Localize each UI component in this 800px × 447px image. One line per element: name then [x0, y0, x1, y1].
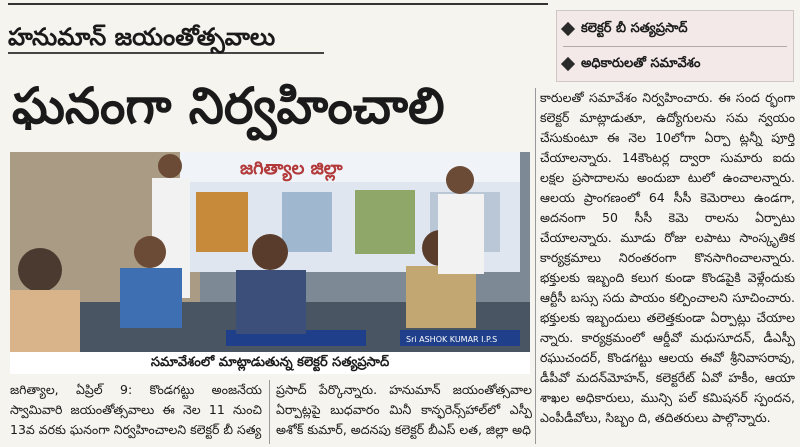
- article-headline: ఘనంగా నిర్వహించాలి: [12, 77, 445, 135]
- article-body-column: ప్రసాద్ పేర్కొన్నారు. హనుమాన్ జయంతోత్సవాల ఏర్పాట్లపై బుధవారం మినీ కాన్ఫరెన్స్‌హాల్‌లో ఎస్పీ అశోక్ కుమార్, అదనపు కలెక్టర్ బీఎస్ లత, జిల్లా అధి: [276, 382, 532, 437]
- diamond-bullet-icon: [561, 21, 575, 35]
- column-divider: [269, 380, 270, 444]
- article-body-column: కారులతో సమావేశం నిర్వహించారు. ఈ సంద ర్భంగా కలెక్టర్ మాట్లాడుతూ, ఉద్యోగులను సమ న్వయం చేసుకుంటూ ఈ నెల 10లోగా ఏర్పా ట్లన్నీ పూర్తి చేయాలన్నారు. 14కౌంటర్ల ద్వారా సుమారు ఐదు లక్షల ప్రసాదాలను అందుబా టులో ఉంచాలన్నారు. ఆలయ ప్రాంగణంలో 64 సీసీ కెమెరాలు ఉండగా, అదనంగా 50 సీసీ కెమె రాలను ఏర్పాటు చేయాలన్నారు. మూడు రోజు లపాటు సాంస్కృతిక కార్యక్రమాలు నిరంతరంగా కొనసాగించాలన్నారు. భక్తులకు ఇబ్బంది కలుగ కుండా కొండపైకి వెళ్లేందుకు ఆర్టీసీ బస్సు సదు పాయం కల్పించాలని సూచించారు. భక్తులకు ఇబ్బందులు తలెత్తకుండా ఏర్పాట్లు చేయాల న్నారు. కార్యక్రమంలో ఆర్డీవో మధుసూదన్, డీఎస్పీ రఘుచందర్, కొండగట్టు ఆలయ ఈవో శ్రీనివాసరావు, డీపీవో మదన్‌మోహన్, కలెక్టరేట్ ఏవో హకీం, ఆయా శాఖల అధికారులు, మున్సి పల్ కమిషనర్ స్పందన, ఎంపీడీవోలు, సిబ్బం ది, తదితరులు పాల్గొన్నారు.: [540, 90, 795, 425]
- highlight-item: [563, 49, 787, 79]
- highlights-box: [556, 10, 794, 82]
- meeting-photo-illustration: [10, 152, 530, 352]
- top-rule: [8, 3, 548, 5]
- news-photo: [10, 152, 530, 352]
- highlight-item: [563, 14, 787, 44]
- column-divider: [535, 88, 536, 444]
- article-body-column: జగిత్యాల, ఏప్రిల్ 9: కొండగట్టు అంజనేయ స్వామివారి జయంతోత్సవాలు ఈ నెల 11 నుంచి 13వ వరకు ఘనంగా నిర్వహించాలని కలెక్టర్ బీ సత్య: [10, 382, 262, 437]
- photo-banner-text: జగిత్యాల జిల్లా: [240, 158, 343, 179]
- highlight-text: కలెక్టర్ బీ సత్యప్రసాద్: [581, 21, 688, 36]
- highlight-text: అధికారులతో సమావేశం: [581, 56, 701, 71]
- nameplate-text: Sri ASHOK KUMAR I.P.S: [406, 335, 498, 344]
- diamond-bullet-icon: [561, 56, 575, 70]
- highlight-separator: [563, 46, 787, 47]
- article-kicker: హనుమాన్ జయంతోత్సవాలు: [8, 22, 324, 54]
- photo-caption: సమావేశంలో మాట్లాడుతున్న కలెక్టర్ సత్యప్రసాద్: [10, 352, 530, 374]
